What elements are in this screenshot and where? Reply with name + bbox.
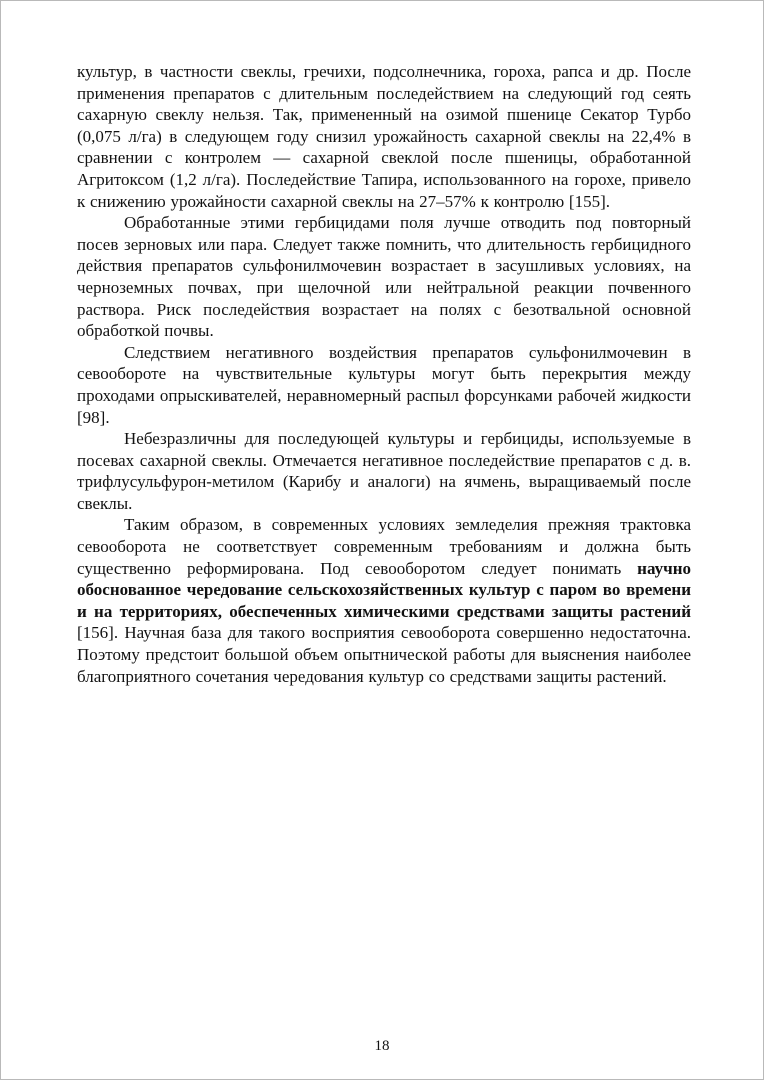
- paragraph-4: [77, 428, 691, 514]
- paragraph-2-text: Обработанные этими гербицидами поля лучше отводить под повторный посев зерновых или пара. Следует также помнить, что длительность гербицидного действия препаратов сульфонилмочевин возрастает в засушливых условиях, на черноземных почвах, при щелочной или нейтральной реакции почвенного раствора. Риск последействия возрастает на полях с безотвальной основной обработкой почвы.: [77, 213, 691, 341]
- paragraph-1-text: культур, в частности свеклы, гречихи, подсолнечника, гороха, рапса и др. После применения препаратов с длительным последействием на следующий год сеять сахарную свеклу нельзя. Так, примененный на озимой пшенице Секатор Турбо (0,075 л/га) в следующем году снизил урожайность сахарной свеклы на 22,4% в сравнении с контролем — сахарной свеклой после пшеницы, обработанной Агритоксом (1,2 л/га). Последействие Тапира, использованного на горохе, привело к снижению урожайности сахарной свеклы на 27–57% к контролю [155].: [77, 62, 691, 211]
- paragraph-5-text-bold-emphasis: научно обоснованное чередование сельскохозяйственных культур с паром во времени и на территориях, обеспеченных химическими средствами защиты растений: [77, 558, 691, 621]
- paragraph-3-text: Следствием негативного воздействия препаратов сульфонилмочевин в севообороте на чувствительные культуры могут быть перекрытия между проходами опрыскивателей, неравномерный распыл форсунками рабочей жидкости [98].: [77, 342, 691, 427]
- paragraph-3: [77, 342, 691, 428]
- paragraph-5-text-trail: [156]. Научная база для такого восприятия севооборота совершенно недостаточна. Поэтому предстоит большой объем опытнической работы для выяснения наиболее благоприятного сочетания чередования культур со средствами защиты растений.: [77, 623, 691, 686]
- text-block: [77, 61, 691, 687]
- page-number: 18: [374, 1038, 390, 1054]
- paragraph-5: [77, 514, 691, 687]
- paragraph-1: [77, 61, 691, 212]
- paragraph-5-text-lead: Таким образом, в современных условиях земледелия прежняя трактовка севооборота не соответствует современным требованиям и должна быть существенно реформирована. Под севооборотом следует понимать: [77, 515, 691, 578]
- paragraph-4-text: Небезразличны для последующей культуры и гербициды, используемые в посевах сахарной свеклы. Отмечается негативное последействие препаратов с д. в. трифлусульфурон-метилом (Карибу и аналоги) на ячмень, выращиваемый после свеклы.: [77, 429, 691, 513]
- paragraph-2: [77, 212, 691, 342]
